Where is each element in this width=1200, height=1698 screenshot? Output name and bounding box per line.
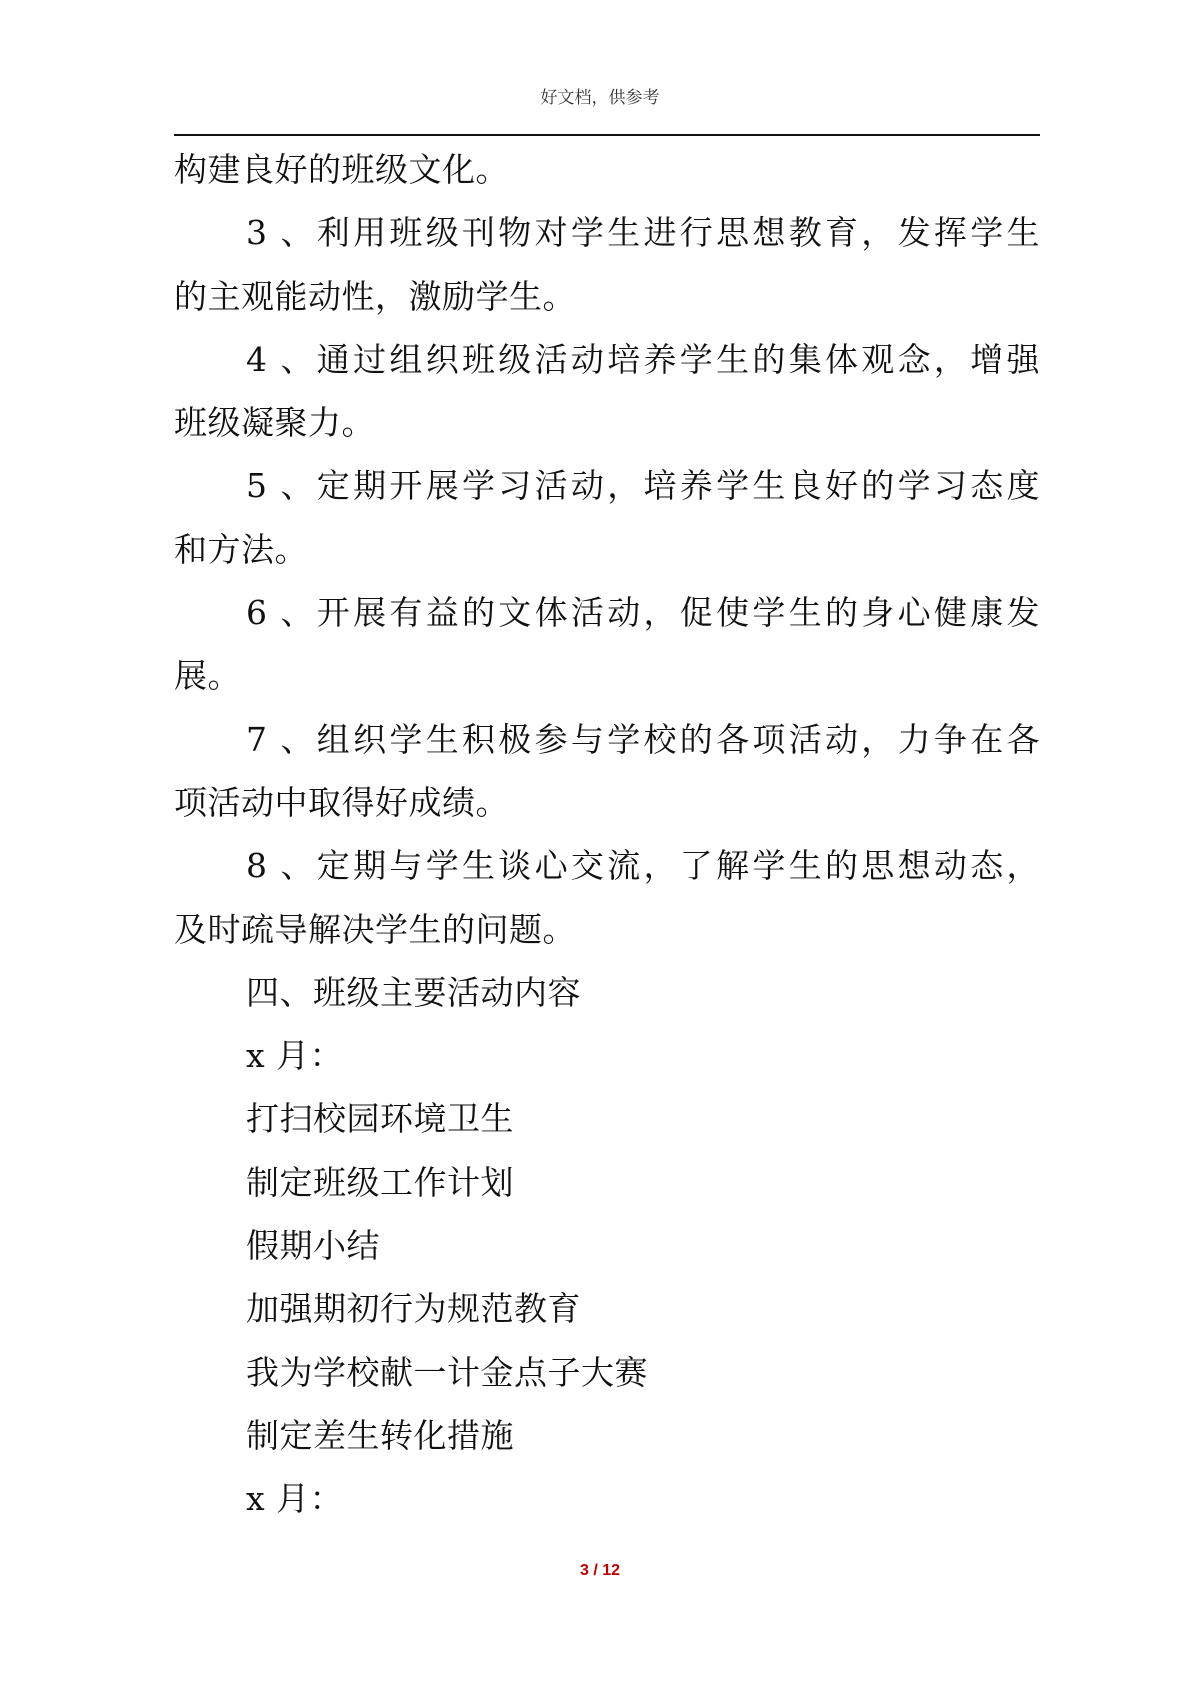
list-number: 7、 — [246, 719, 314, 759]
list-item-7 — [174, 708, 1040, 771]
list-item-4 — [174, 328, 1040, 391]
activity-item: 制定班级工作计划 — [246, 1162, 514, 1202]
list-item-text: 通过组织班级活动培养学生的集体观念，增强 — [314, 339, 1040, 379]
document-body — [174, 138, 1040, 1531]
list-number: 5、 — [246, 466, 314, 506]
activity-item: 加强期初行为规范教育 — [246, 1289, 581, 1329]
list-item-text: 利用班级刊物对学生进行思想教育，发挥学生 — [314, 213, 1040, 253]
list-number: 4、 — [246, 339, 314, 379]
section-heading: 四、班级主要活动内容 — [246, 972, 581, 1012]
list-item-continuation: 及时疏导解决学生的问题。 — [174, 909, 576, 949]
list-item-text: 定期开展学习活动，培养学生良好的学习态度 — [314, 466, 1040, 506]
list-item-5 — [174, 454, 1040, 517]
list-item-continuation: 展。 — [174, 656, 241, 696]
list-item-continuation: 的主观能动性，激励学生。 — [174, 276, 576, 316]
list-item-text: 定期与学生谈心交流，了解学生的思想动态， — [314, 846, 1040, 886]
activity-item: 我为学校献一计金点子大赛 — [246, 1352, 648, 1392]
list-number: 3、 — [246, 213, 314, 253]
list-item-continuation: 项活动中取得好成绩。 — [174, 782, 509, 822]
list-item-8 — [174, 834, 1040, 897]
page-number: 3 / 12 — [579, 1562, 621, 1579]
page-header: 好文档，供参考 — [540, 88, 660, 108]
paragraph-line: 构建良好的班级文化。 — [174, 150, 509, 189]
list-item-3 — [174, 201, 1040, 264]
list-item-text: 组织学生积极参与学校的各项活动，力争在各 — [314, 719, 1040, 759]
activity-item: 打扫校园环境卫生 — [246, 1099, 514, 1139]
list-number: 8、 — [246, 846, 314, 886]
month-label: x 月： — [246, 1479, 344, 1519]
activity-item: 制定差生转化措施 — [246, 1415, 514, 1455]
header-divider — [174, 134, 1040, 136]
month-label: x 月： — [246, 1036, 344, 1076]
list-item-text: 开展有益的文体活动，促使学生的身心健康发 — [314, 593, 1040, 633]
list-item-continuation: 和方法。 — [174, 529, 308, 569]
list-item-6 — [174, 581, 1040, 644]
activity-item: 假期小结 — [246, 1226, 380, 1266]
list-number: 6、 — [246, 593, 314, 633]
list-item-continuation: 班级凝聚力。 — [174, 403, 375, 443]
